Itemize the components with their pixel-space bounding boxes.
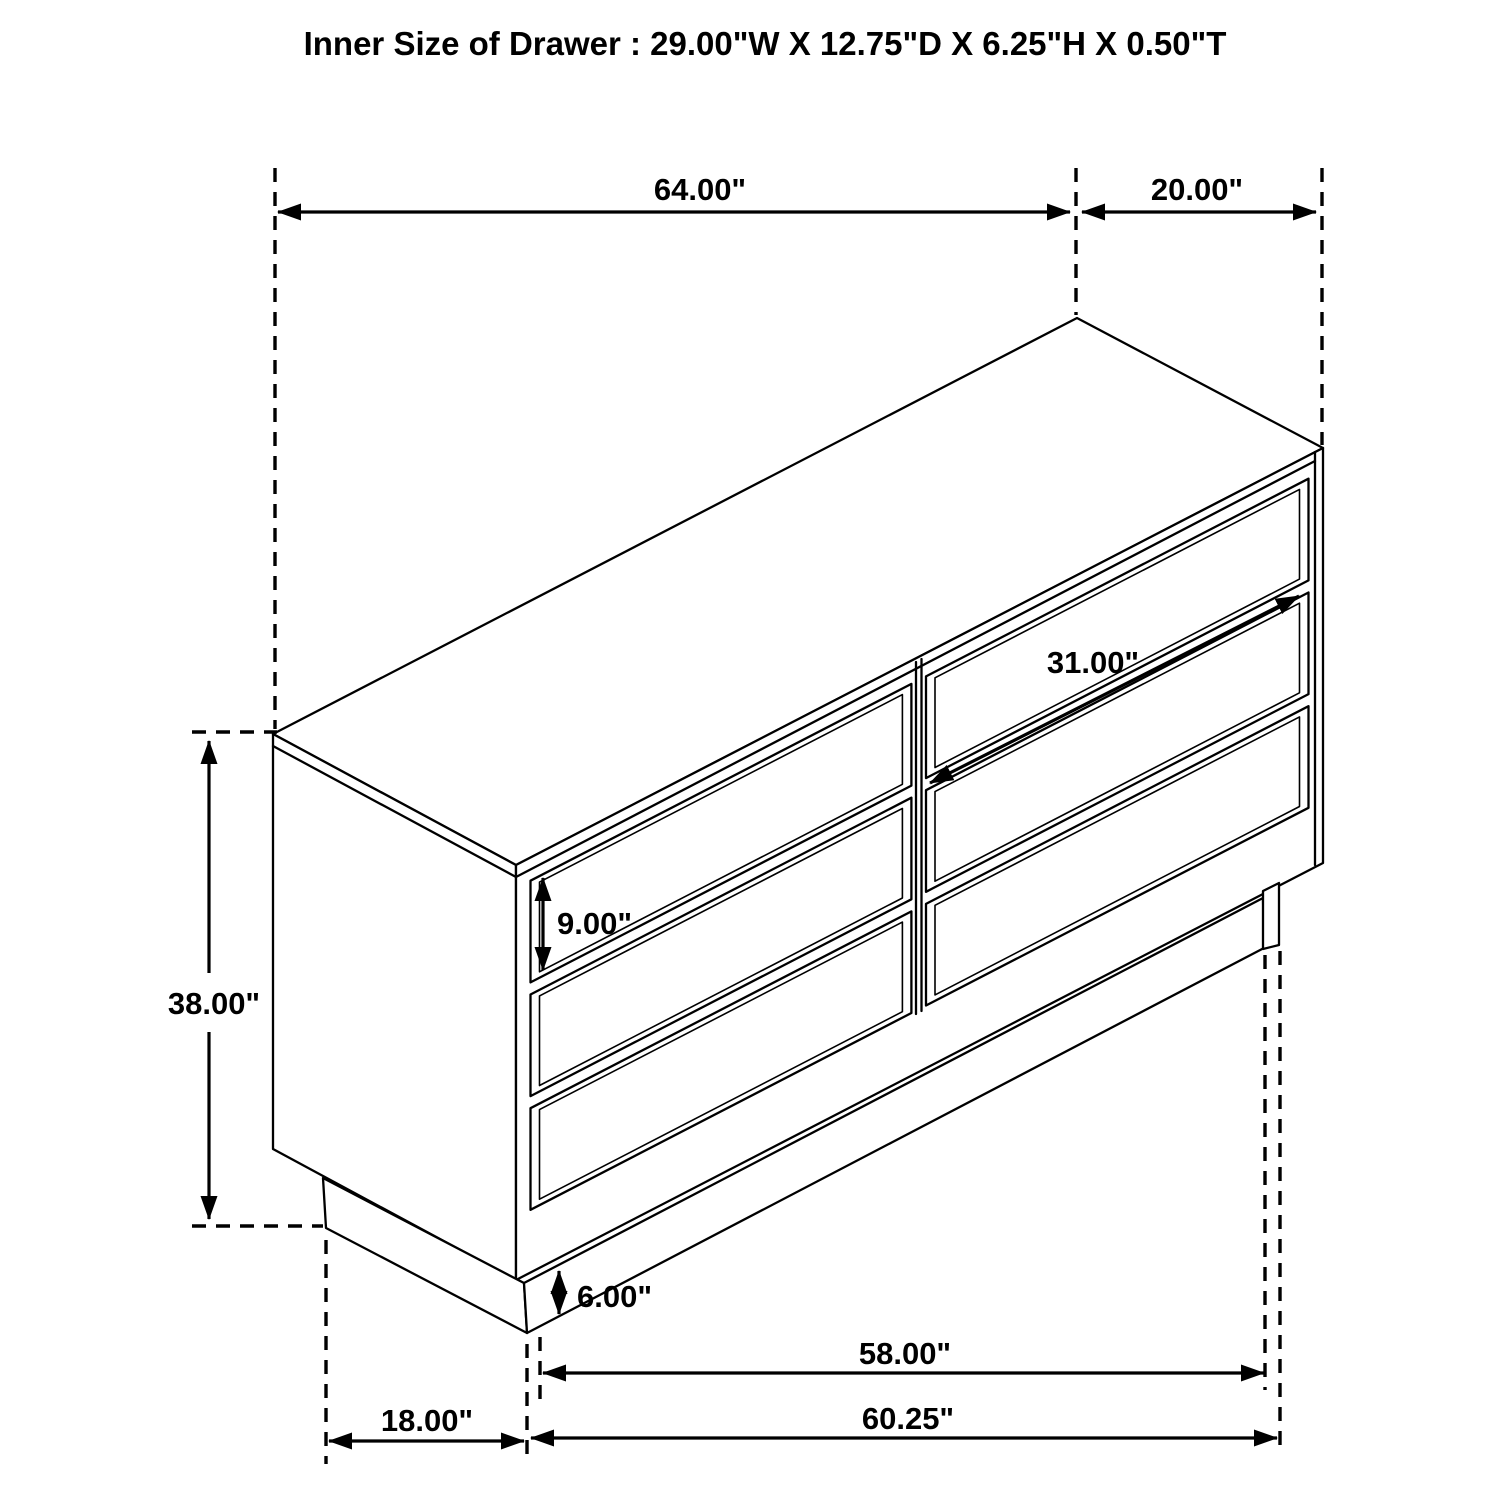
dim-overall-height-label: 38.00" — [167, 986, 261, 1021]
dim-base-span-inner — [543, 1336, 1264, 1373]
dim-top-width-label: 64.00" — [653, 172, 747, 207]
dim-side-inset — [329, 1403, 524, 1441]
dresser-drawing — [273, 318, 1323, 1333]
diagram-title: Inner Size of Drawer : 29.00"W X 12.75"D X 6.25"H X 0.50"T — [303, 25, 1227, 62]
dim-drawer-width-label: 31.00" — [1046, 645, 1140, 680]
dim-overall-height — [168, 741, 260, 1219]
dim-top-depth-label: 20.00" — [1150, 172, 1244, 207]
dim-top-depth — [1082, 172, 1316, 212]
dim-top-width — [278, 172, 1070, 212]
dim-base-height-label: 6.00" — [577, 1279, 653, 1314]
dim-base-span-inner-label: 58.00" — [858, 1336, 952, 1371]
dim-base-span-outer — [531, 1401, 1277, 1438]
dim-drawer-height-label: 9.00" — [557, 906, 633, 941]
dim-side-inset-label: 18.00" — [380, 1403, 474, 1438]
right-leg — [1263, 883, 1279, 949]
dim-base-span-outer-label: 60.25" — [861, 1401, 955, 1436]
